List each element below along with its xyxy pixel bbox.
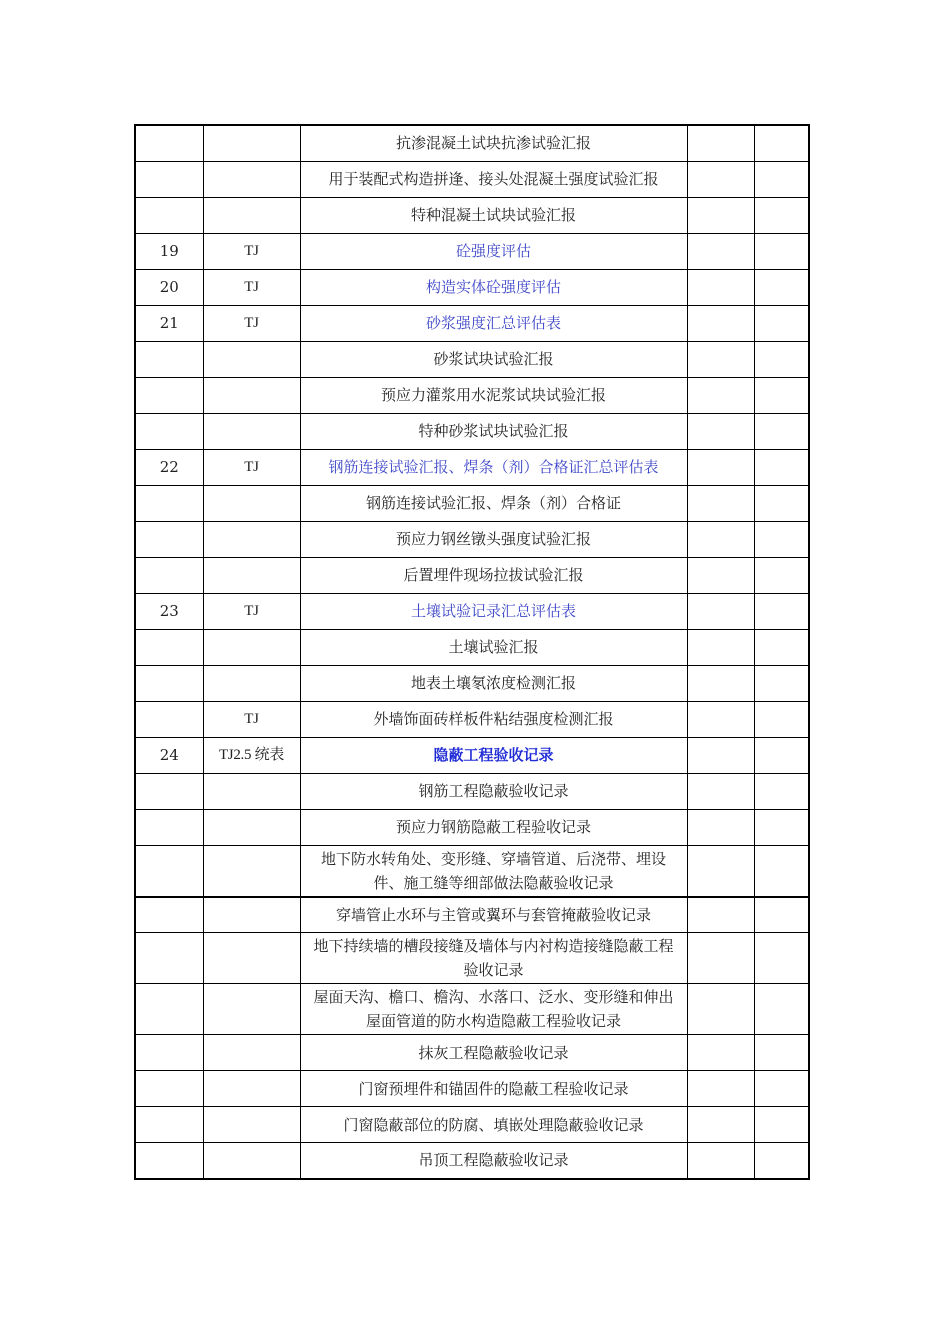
empty-cell	[754, 897, 809, 933]
empty-cell	[754, 521, 809, 557]
empty-cell	[754, 485, 809, 521]
form-code-cell	[203, 1107, 300, 1143]
item-name-cell: 钢筋连接试验汇报、焊条（剂）合格证	[300, 485, 687, 521]
empty-cell	[687, 665, 754, 701]
form-code-cell	[203, 557, 300, 593]
empty-cell	[687, 737, 754, 773]
form-code-cell: TJ	[203, 593, 300, 629]
item-name-cell: 构造实体砼强度评估	[300, 269, 687, 305]
form-code-cell	[203, 521, 300, 557]
empty-cell	[687, 125, 754, 161]
item-name-cell: 土壤试验记录汇总评估表	[300, 593, 687, 629]
form-code-cell: TJ	[203, 449, 300, 485]
form-code-cell	[203, 377, 300, 413]
table-row	[135, 773, 809, 809]
table-row	[135, 593, 809, 629]
item-name-cell: 门窗预埋件和锚固件的隐蔽工程验收记录	[300, 1071, 687, 1107]
empty-cell	[687, 161, 754, 197]
empty-cell	[754, 377, 809, 413]
row-number-cell: 24	[135, 737, 203, 773]
row-number-cell	[135, 629, 203, 665]
row-number-cell	[135, 845, 203, 897]
empty-cell	[754, 593, 809, 629]
form-code-cell	[203, 1071, 300, 1107]
form-code-cell	[203, 665, 300, 701]
empty-cell	[687, 413, 754, 449]
row-number-cell	[135, 341, 203, 377]
empty-cell	[754, 665, 809, 701]
form-code-cell	[203, 125, 300, 161]
row-number-cell: 20	[135, 269, 203, 305]
empty-cell	[687, 984, 754, 1035]
empty-cell	[754, 629, 809, 665]
table-row	[135, 197, 809, 233]
item-name-cell: 钢筋工程隐蔽验收记录	[300, 773, 687, 809]
item-name-cell: 隐蔽工程验收记录	[300, 737, 687, 773]
empty-cell	[754, 161, 809, 197]
form-code-cell	[203, 485, 300, 521]
empty-cell	[687, 845, 754, 897]
row-number-cell	[135, 773, 203, 809]
table-row	[135, 897, 809, 933]
empty-cell	[687, 773, 754, 809]
item-name-cell: 地表土壤氡浓度检测汇报	[300, 665, 687, 701]
item-name-cell: 外墙饰面砖样板件粘结强度检测汇报	[300, 701, 687, 737]
row-number-cell	[135, 125, 203, 161]
row-number-cell	[135, 1143, 203, 1179]
item-name-cell: 地下持续墙的槽段接缝及墙体与内衬构造接缝隐蔽工程验收记录	[300, 933, 687, 984]
item-name-cell: 钢筋连接试验汇报、焊条（剂）合格证汇总评估表	[300, 449, 687, 485]
item-name-cell: 屋面天沟、檐口、檐沟、水落口、泛水、变形缝和伸出屋面管道的防水构造隐蔽工程验收记录	[300, 984, 687, 1035]
form-code-cell	[203, 413, 300, 449]
empty-cell	[754, 449, 809, 485]
row-number-cell	[135, 1107, 203, 1143]
empty-cell	[687, 341, 754, 377]
item-name-cell: 地下防水转角处、变形缝、穿墙管道、后浇带、埋设件、施工缝等细部做法隐蔽验收记录	[300, 845, 687, 897]
empty-cell	[754, 737, 809, 773]
empty-cell	[754, 1143, 809, 1179]
row-number-cell	[135, 197, 203, 233]
table-row	[135, 1035, 809, 1071]
table-row	[135, 125, 809, 161]
empty-cell	[754, 701, 809, 737]
document-table	[134, 124, 810, 1180]
empty-cell	[687, 809, 754, 845]
item-name-cell: 抗渗混凝土试块抗渗试验汇报	[300, 125, 687, 161]
empty-cell	[687, 377, 754, 413]
empty-cell	[754, 845, 809, 897]
item-name-cell: 吊顶工程隐蔽验收记录	[300, 1143, 687, 1179]
empty-cell	[687, 269, 754, 305]
empty-cell	[687, 305, 754, 341]
row-number-cell	[135, 413, 203, 449]
form-code-cell	[203, 809, 300, 845]
item-name-cell: 砂浆强度汇总评估表	[300, 305, 687, 341]
form-code-cell: TJ	[203, 305, 300, 341]
empty-cell	[754, 984, 809, 1035]
row-number-cell: 19	[135, 233, 203, 269]
form-code-cell: TJ2.5 统表	[203, 737, 300, 773]
row-number-cell	[135, 701, 203, 737]
form-code-cell	[203, 629, 300, 665]
item-name-cell: 土壤试验汇报	[300, 629, 687, 665]
empty-cell	[754, 1107, 809, 1143]
table-body	[135, 125, 809, 1179]
empty-cell	[687, 1071, 754, 1107]
empty-cell	[687, 485, 754, 521]
form-code-cell	[203, 897, 300, 933]
table-row	[135, 233, 809, 269]
table-row	[135, 737, 809, 773]
empty-cell	[754, 233, 809, 269]
form-code-cell: TJ	[203, 269, 300, 305]
table-row	[135, 933, 809, 984]
row-number-cell: 21	[135, 305, 203, 341]
empty-cell	[754, 305, 809, 341]
form-code-cell	[203, 845, 300, 897]
row-number-cell	[135, 809, 203, 845]
empty-cell	[687, 557, 754, 593]
item-name-cell: 用于装配式构造拼逢、接头处混凝土强度试验汇报	[300, 161, 687, 197]
item-name-cell: 预应力钢丝镦头强度试验汇报	[300, 521, 687, 557]
form-code-cell	[203, 161, 300, 197]
empty-cell	[754, 341, 809, 377]
form-code-cell	[203, 1143, 300, 1179]
empty-cell	[687, 1107, 754, 1143]
row-number-cell: 22	[135, 449, 203, 485]
table-row	[135, 449, 809, 485]
table-row	[135, 521, 809, 557]
table-row	[135, 1071, 809, 1107]
form-code-cell	[203, 773, 300, 809]
table-row	[135, 629, 809, 665]
item-name-cell: 特种砂浆试块试验汇报	[300, 413, 687, 449]
table-row	[135, 305, 809, 341]
empty-cell	[687, 1143, 754, 1179]
row-number-cell	[135, 161, 203, 197]
form-code-cell: TJ	[203, 233, 300, 269]
empty-cell	[687, 233, 754, 269]
empty-cell	[687, 1035, 754, 1071]
row-number-cell	[135, 665, 203, 701]
table-row	[135, 1107, 809, 1143]
table-row	[135, 809, 809, 845]
item-name-cell: 预应力灌浆用水泥浆试块试验汇报	[300, 377, 687, 413]
item-name-cell: 门窗隐蔽部位的防腐、填嵌处理隐蔽验收记录	[300, 1107, 687, 1143]
empty-cell	[687, 897, 754, 933]
row-number-cell	[135, 897, 203, 933]
empty-cell	[754, 1071, 809, 1107]
item-name-cell: 穿墙管止水环与主管或翼环与套管掩蔽验收记录	[300, 897, 687, 933]
empty-cell	[754, 125, 809, 161]
form-code-cell	[203, 984, 300, 1035]
row-number-cell	[135, 1035, 203, 1071]
item-name-cell: 特种混凝土试块试验汇报	[300, 197, 687, 233]
empty-cell	[687, 629, 754, 665]
empty-cell	[687, 197, 754, 233]
table-row	[135, 665, 809, 701]
item-name-cell: 砼强度评估	[300, 233, 687, 269]
empty-cell	[754, 557, 809, 593]
row-number-cell: 23	[135, 593, 203, 629]
table-row	[135, 341, 809, 377]
item-name-cell: 后置埋件现场拉拔试验汇报	[300, 557, 687, 593]
item-name-cell: 预应力钢筋隐蔽工程验收记录	[300, 809, 687, 845]
table-row	[135, 1143, 809, 1179]
form-code-cell	[203, 341, 300, 377]
empty-cell	[754, 269, 809, 305]
empty-cell	[687, 933, 754, 984]
row-number-cell	[135, 485, 203, 521]
empty-cell	[687, 449, 754, 485]
form-code-cell: TJ	[203, 701, 300, 737]
table-row	[135, 845, 809, 897]
empty-cell	[687, 593, 754, 629]
form-code-cell	[203, 197, 300, 233]
table-row	[135, 701, 809, 737]
empty-cell	[754, 413, 809, 449]
empty-cell	[754, 809, 809, 845]
empty-cell	[754, 933, 809, 984]
table-row	[135, 269, 809, 305]
table-row	[135, 485, 809, 521]
row-number-cell	[135, 984, 203, 1035]
empty-cell	[754, 197, 809, 233]
row-number-cell	[135, 377, 203, 413]
table-row	[135, 413, 809, 449]
empty-cell	[754, 773, 809, 809]
table-row	[135, 377, 809, 413]
table-row	[135, 557, 809, 593]
empty-cell	[687, 521, 754, 557]
empty-cell	[687, 701, 754, 737]
row-number-cell	[135, 521, 203, 557]
empty-cell	[754, 1035, 809, 1071]
table-row	[135, 161, 809, 197]
form-code-cell	[203, 933, 300, 984]
row-number-cell	[135, 1071, 203, 1107]
table-row	[135, 984, 809, 1035]
item-name-cell: 砂浆试块试验汇报	[300, 341, 687, 377]
form-code-cell	[203, 1035, 300, 1071]
row-number-cell	[135, 557, 203, 593]
row-number-cell	[135, 933, 203, 984]
item-name-cell: 抹灰工程隐蔽验收记录	[300, 1035, 687, 1071]
